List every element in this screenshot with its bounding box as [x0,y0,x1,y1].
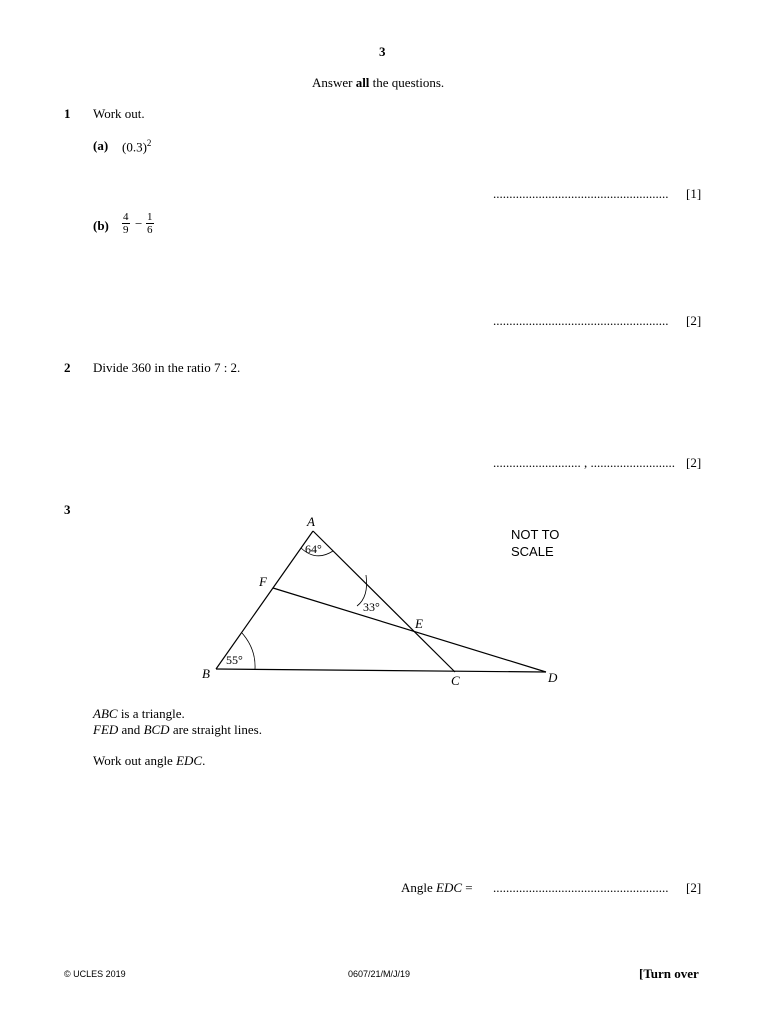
instruction [312,75,444,91]
question-1b-marks: [2] [686,313,702,328]
question-1a-label: (a) [93,138,109,153]
question-2-answer-line[interactable]: ........................... , .......................... [493,455,675,470]
triangle-name: ABC [93,706,118,721]
fraction-2-numerator: 1 [147,211,153,223]
triangle-diagram [0,505,768,725]
question-3-line-1 [93,706,185,722]
question-1b-label: (b) [93,218,109,233]
instruction-post: the questions. [369,75,445,90]
vertex-label-A: A [307,514,315,529]
task-pre: Work out angle [93,753,177,768]
question-2-number: 2 [64,360,71,375]
line-bcd: BCD [143,722,170,737]
question-2-stem: Divide 360 in the ratio 7 : 2. [93,360,241,375]
footer-paper-code: 0607/21/M/J/19 [348,969,411,979]
vertex-label-F: F [259,574,267,589]
vertex-label-B: B [202,666,210,681]
page-number: 3 [379,44,386,59]
angle-label-B: 55° [226,653,243,667]
instruction-pre: Answer [312,75,356,90]
angle-label-A: 64° [305,542,322,556]
question-3-answer-label [401,880,473,896]
vertex-label-C: C [451,673,460,688]
line-fed: FED [93,722,119,737]
question-1a-answer-line[interactable]: ...................................................... [493,186,669,201]
answer-label-pre: Angle [401,880,437,895]
line-2-rest: are straight lines. [169,722,262,737]
fraction-1-denominator: 9 [123,224,129,236]
question-3-task [93,753,205,769]
question-3-number: 3 [64,502,71,517]
task-angle: EDC [176,753,203,768]
answer-label-post: = [462,880,473,895]
task-post: . [202,753,206,768]
question-1b-answer-line[interactable]: ...................................................... [493,313,669,328]
footer-copyright: © UCLES 2019 [64,969,126,979]
question-3-answer-line[interactable]: ...................................................... [493,880,669,895]
question-1a-expression [122,138,151,155]
question-2-marks: [2] [686,455,702,470]
question-1a-marks: [1] [686,186,702,201]
line-2-mid: and [118,722,144,737]
question-1-stem: Work out. [93,106,145,121]
question-1-number: 1 [64,106,71,121]
angle-label-E: 33° [363,600,380,614]
line-1-rest: is a triangle. [117,706,185,721]
vertex-label-D: D [548,670,558,685]
question-3-marks: [2] [686,880,702,895]
question-1b-fraction-2 [146,211,154,236]
footer-turn-over: [Turn over [639,966,699,981]
question-1b-operator: − [135,216,143,231]
question-3-line-2 [93,722,262,738]
fraction-1-numerator: 4 [123,211,129,223]
not-to-scale-line2: SCALE [511,544,554,559]
fraction-2-denominator: 6 [147,224,153,236]
instruction-bold: all [355,75,370,90]
vertex-label-E: E [415,616,423,631]
answer-label-angle: EDC [436,880,463,895]
question-1a-base: (0.3) [122,139,147,155]
question-1a-exponent: 2 [146,138,152,148]
not-to-scale-line1: NOT TO [511,527,560,542]
question-1b-fraction-1 [122,211,130,236]
